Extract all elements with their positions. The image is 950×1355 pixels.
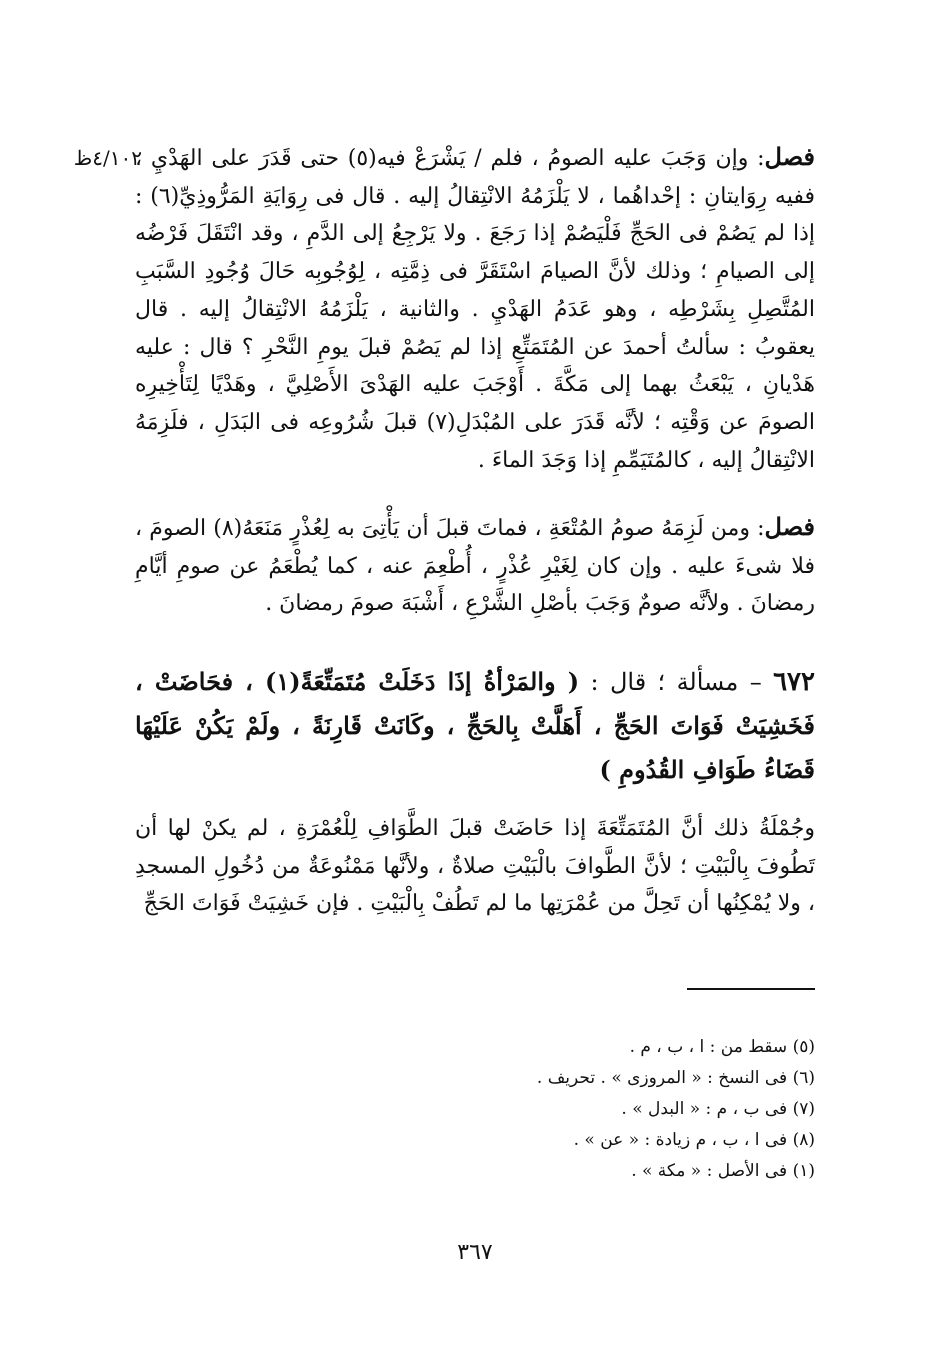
masala-dash: – (738, 668, 774, 696)
masala-paragraph (135, 660, 815, 792)
section-label: فصل (764, 142, 816, 171)
paragraph (135, 508, 815, 623)
paragraph (135, 138, 815, 479)
paragraph-text: : ومن لَزِمَهُ صومُ المُتْعَةِ ، فماتَ قبلَ أن يَأْتِىَ به لِعُذْرٍ مَنَعَهُ(٨) الصومَ ، فلا شىءَ عليه . وإن كان لِغَيْرِ عُذْرٍ ، أُطْعِمَ عنه ، كما يُطْعَمُ عن صومِ أيَّامِ رمضانَ . ولأنَّه صومٌ وَجَبَ بأصْلِ الشَّرْعِ ، أَشْبَهَ صومَ رمضانَ . (135, 516, 815, 617)
footnote-item: (١) فى الأصل : « مكة » . (631, 1161, 815, 1181)
footnote-item: (٥) سقط من : ا ، ب ، م . (629, 1037, 815, 1057)
footnote-separator (687, 988, 815, 990)
section-label: فصل (764, 512, 815, 541)
masala-quote: ( والمَرْأةُ إذَا دَخَلَتْ مُتَمَتِّعَةً(١) ، فحَاضَتْ ، فَخَشِيَتْ فَوَاتَ الحَجِّ ، أَهَلَّتْ بِالحَجِّ ، وكَانَتْ قَارِنَةً ، ولَمْ يَكُنْ عَلَيْهَا قَضَاءُ طَوَافِ القُدُومِ ) (135, 667, 815, 784)
masala-number: ٦٧٢ (773, 667, 815, 697)
margin-folio-note: ٤/١٠٢ظ (73, 146, 142, 170)
masala-label: مسألة ؛ قال : (590, 668, 739, 696)
section-fasl-1 (135, 138, 815, 479)
commentary-block (135, 810, 815, 923)
section-fasl-2 (135, 508, 815, 623)
commentary-paragraph: وجُمْلَةُ ذلك أنَّ المُتَمَتِّعَةَ إذا حَاضَتْ قبلَ الطَّوَافِ لِلْعُمْرَةِ ، لم يكنْ لها أن تَطُوفَ بِالْبَيْتِ ؛ لأنَّ الطَّوافَ بالْبَيْتِ صلاةٌ ، ولأنَّها مَمْنُوعَةٌ من دُخُولِ المسجدِ ، ولا يُمْكِنُها أن تَحِلَّ من عُمْرَتِها ما لم تَطُفْ بِالْبَيْتِ . فإن خَشِيَتْ فَوَاتَ الحَجِّ (135, 816, 815, 917)
footnote-item: (٨) فى ا ، ب ، م زيادة : « عن » . (573, 1130, 815, 1150)
paragraph-text: : وإن وَجَبَ عليه الصومُ ، فلم / يَشْرَعْ فيه(٥) حتى قَدَرَ على الهَدْيِ ، ففيه رِوَايتانِ : إحْداهُما ، لا يَلْزَمُهُ الانْتِقالُ إليه . قال فى رِوَايَةِ المَرُّوذِيِّ(٦) : إذا لم يَصُمْ فى الحَجِّ فَلْيَصُمْ إذا رَجَعَ . ولا يَرْجِعُ إلى الدَّمِ ، وقد انْتَقَلَ فَرْضُه إلى الصيامِ ؛ وذلك لأنَّ الصيامَ اسْتَقَرَّ فى ذِمَّتِه ، لِوُجُوبِه حَالَ وُجُودِ السَّبَبِ المُتَّصِلِ بِشَرْطِه ، وهو عَدَمُ الهَدْيِ . والثانية ، يَلْزَمُهُ الانْتِقالُ إليه . قال يعقوبُ : سألتُ أحمدَ عن المُتَمَتِّعِ إذا لم يَصُمْ قبلَ يومِ النَّحْرِ ؟ قال : عليه هَدْيانِ ، يَبْعَثُ بهما إلى مَكَّةَ . أَوْجَبَ عليه الهَدْىَ الأَصْلِيَّ ، وهَدْيًا لِتَأْخِيرِه الصومَ عن وَقْتِه ؛ لأنَّه قَدَرَ على المُبْدَلِ(٧) قبلَ شُرُوعِه فى البَدَلِ ، فلَزِمَهُ الانْتِقالُ إليه ، كالمُتَيَمِّمِ إذا وَجَدَ الماءَ . (135, 146, 815, 473)
footnote-item: (٦) فى النسخ : « المروزى » . تحريف . (536, 1068, 815, 1088)
masala-heading (135, 660, 815, 792)
page-number: ٣٦٧ (457, 1240, 493, 1265)
footnote-item: (٧) فى ب ، م : « البدل » . (621, 1099, 815, 1119)
footnotes (300, 1032, 815, 1187)
